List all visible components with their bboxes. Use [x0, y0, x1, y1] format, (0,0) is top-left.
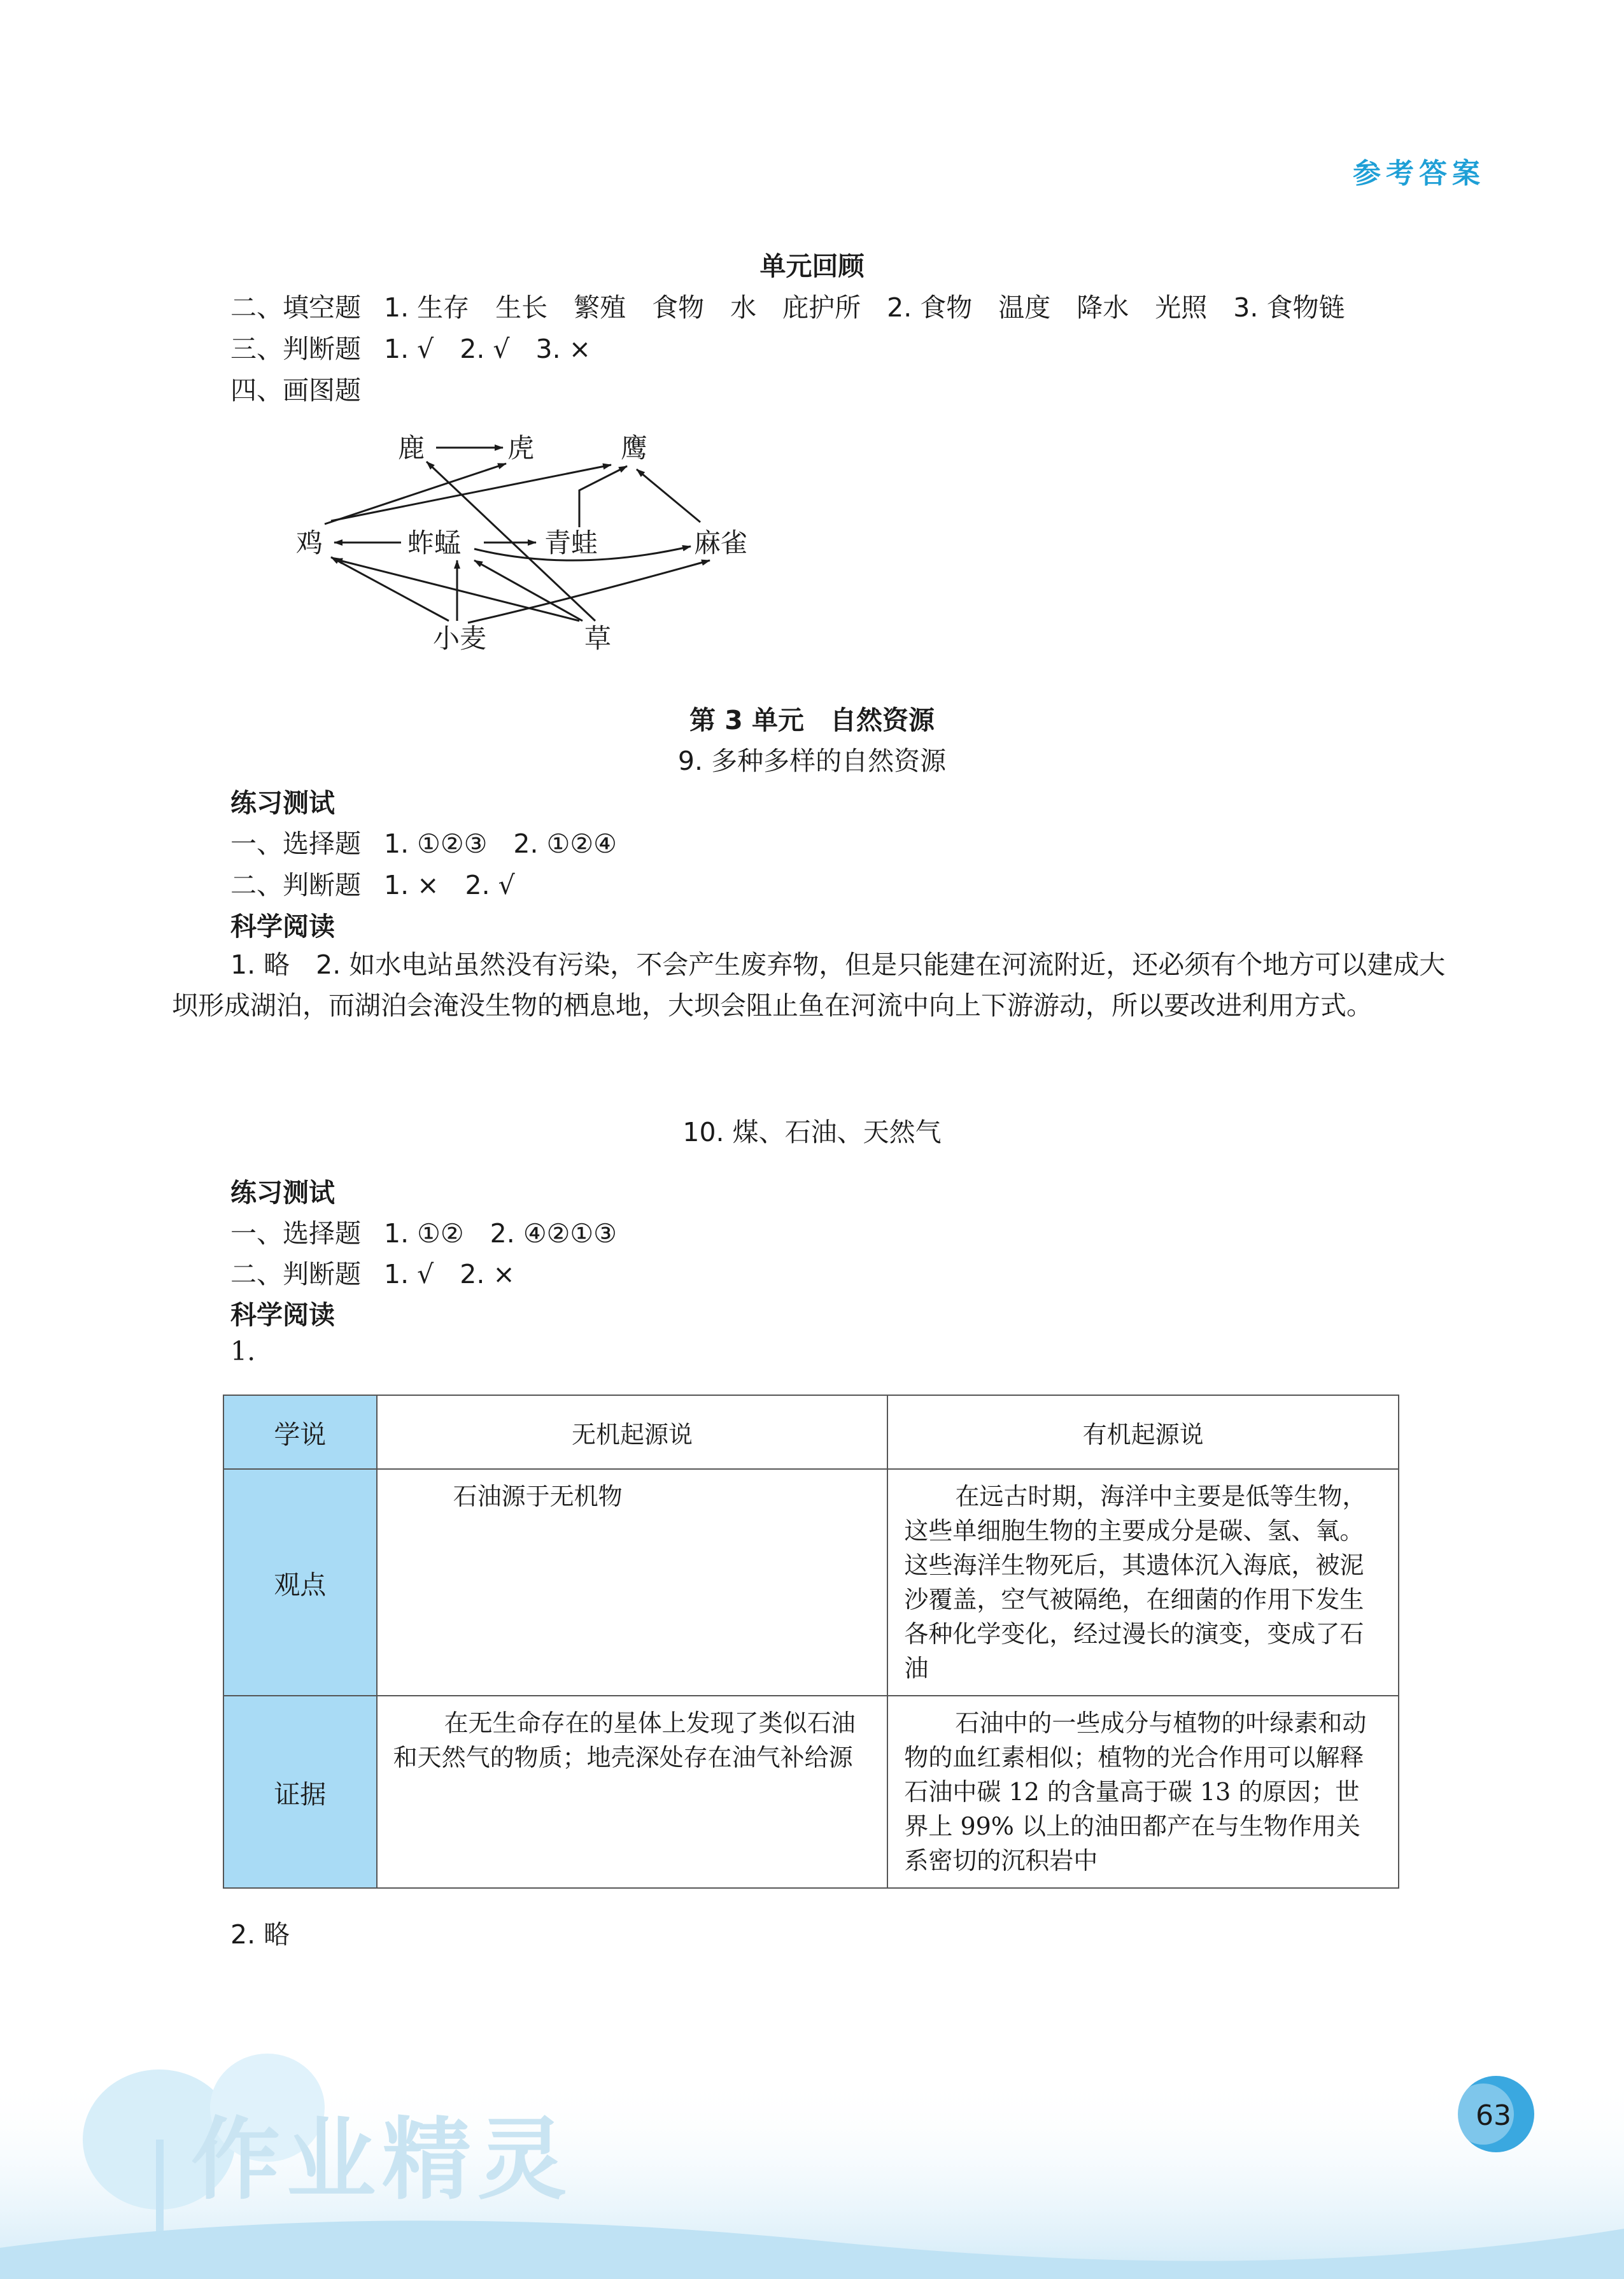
table-row: [223, 1696, 1399, 1888]
cell-organic-evidence: 石油中的一些成分与植物的叶绿素和动物的血红素相似；植物的光合作用可以解释石油中碳 12 的含量高于碳 13 的原因；世界上 99% 以上的油田都产在与生物作用关系密切的沉积岩中: [887, 1696, 1399, 1888]
arrow-sparrow-eagle: [637, 469, 700, 522]
table-header-inorganic: 无机起源说: [377, 1395, 888, 1469]
lesson10-practice-heading: 练习测试: [230, 1177, 335, 1208]
choice-label: 一、选择题: [230, 1218, 361, 1249]
choice-answers: 1. ①② 2. ④②①③: [384, 1218, 617, 1249]
review-title: 单元回顾: [759, 251, 865, 281]
lesson9-practice-heading: 练习测试: [230, 788, 335, 818]
row-label-evidence: 证据: [223, 1696, 377, 1888]
lesson10-item2: 2. 略: [230, 1919, 290, 1950]
node-tiger: 虎: [507, 432, 535, 464]
table-header-row: [223, 1395, 1399, 1469]
node-chicken: 鸡: [296, 527, 323, 558]
node-deer: 鹿: [398, 432, 425, 464]
table-row: [223, 1469, 1399, 1696]
judge-answers: 1. √ 2. √ 3. ×: [384, 334, 591, 364]
fill-blank-label: 二、填空题: [230, 292, 361, 323]
food-web-diagram: [0, 0, 1624, 688]
review-drawing-label: 四、画图题: [230, 375, 361, 406]
node-eagle: 鹰: [621, 432, 648, 464]
oil-origin-table: [223, 1395, 1399, 1889]
table-header-theory: 学说: [223, 1395, 377, 1469]
cell-inorganic-evidence: 在无生命存在的星体上发现了类似石油和天然气的物质；地壳深处存在油气补给源: [377, 1696, 888, 1888]
lesson9-title: 9. 多种多样的自然资源: [677, 746, 947, 776]
lesson9-reading-text: 1. 略 2. 如水电站虽然没有污染，不会产生废弃物，但是只能建在河流附近，还必须有个地方可以建成大坝形成湖泊，而湖泊会淹没生物的栖息地，大坝会阻止鱼在河流中向上下游游动，所以要改进利用方式。: [172, 949, 1446, 1021]
choice-answers: 1. ①②③ 2. ①②④: [384, 828, 617, 859]
arrow-grass-grasshopper: [474, 560, 583, 621]
arrow-frog-eagle: [579, 466, 627, 527]
cell-organic-viewpoint: 在远古时期，海洋中主要是低等生物，这些单细胞生物的主要成分是碳、氢、氧。这些海洋生物死后，其遗体沉入海底，被泥沙覆盖，空气被隔绝，在细菌的作用下发生各种化学变化，经过漫长的演变，变成了石油: [887, 1469, 1399, 1696]
node-frog: 青蛙: [544, 527, 598, 558]
arrow-chicken-tiger: [325, 464, 506, 524]
node-grass: 草: [584, 623, 612, 654]
row-label-viewpoint: 观点: [223, 1469, 377, 1696]
lesson10-reading-heading: 科学阅读: [230, 1300, 335, 1330]
fill-blank-answers: 1. 生存 生长 繁殖 食物 水 庇护所 2. 食物 温度 降水 光照 3. 食物链: [384, 292, 1345, 323]
arrow-wheat-sparrow: [468, 560, 710, 623]
lesson10-choice: [230, 1212, 617, 1250]
watermark: 作业精灵: [191, 2108, 574, 2212]
unit3-title: 第 3 单元 自然资源: [689, 705, 935, 735]
judge-label: 三、判断题: [230, 334, 361, 364]
lesson10-judge: [230, 1253, 515, 1291]
lesson9-judge: [230, 864, 515, 902]
lesson10-item1: 1.: [230, 1336, 256, 1367]
arrow-wheat-chicken: [331, 557, 449, 621]
node-grasshopper: 蚱蜢: [407, 527, 462, 558]
lesson9-choice: [230, 823, 617, 860]
section-label: 参考答案: [1353, 157, 1485, 190]
judge-answers: 1. √ 2. ×: [384, 1259, 515, 1289]
judge-answers: 1. × 2. √: [384, 870, 515, 900]
choice-label: 一、选择题: [230, 828, 361, 859]
node-sparrow: 麻雀: [694, 527, 748, 558]
judge-label: 二、判断题: [230, 870, 361, 900]
arrow-chicken-eagle: [331, 465, 611, 521]
cell-inorganic-viewpoint: 石油源于无机物: [377, 1469, 888, 1696]
page-number: 63: [1476, 2099, 1511, 2132]
judge-label: 二、判断题: [230, 1259, 361, 1289]
node-wheat: 小麦: [433, 623, 487, 654]
table-header-organic: 有机起源说: [887, 1395, 1399, 1469]
lesson10-title: 10. 煤、石油、天然气: [682, 1117, 942, 1147]
lesson9-reading-heading: 科学阅读: [230, 911, 335, 942]
